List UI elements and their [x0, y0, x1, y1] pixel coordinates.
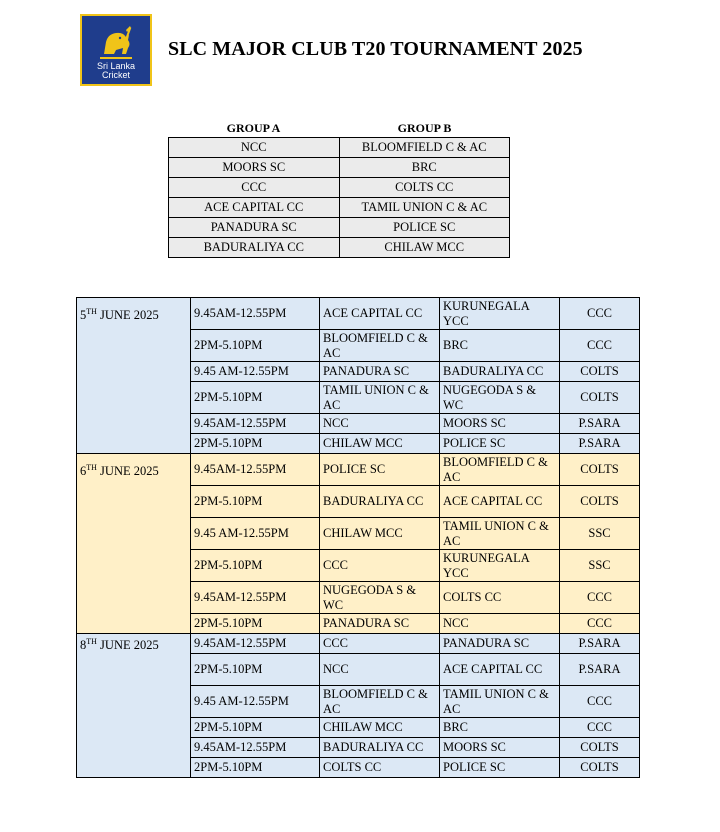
venue: P.SARA: [560, 434, 640, 454]
group-row: [169, 178, 510, 198]
fixture-row: [77, 362, 640, 382]
venue: P.SARA: [560, 654, 640, 686]
fixture-row: [77, 330, 640, 362]
team-two: COLTS CC: [440, 582, 560, 614]
group-b-team: TAMIL UNION C & AC: [339, 198, 510, 218]
fixture-row: [77, 518, 640, 550]
team-one: CHILAW MCC: [320, 518, 440, 550]
match-date: [77, 454, 191, 486]
venue: CCC: [560, 330, 640, 362]
fixture-row: [77, 382, 640, 414]
group-a-team: CCC: [169, 178, 340, 198]
fixture-row: [77, 582, 640, 614]
group-a-header: GROUP A: [226, 121, 281, 135]
group-row: [169, 138, 510, 158]
team-two: ACE CAPITAL CC: [440, 486, 560, 518]
date-day: 8: [80, 638, 87, 653]
fixture-row: [77, 454, 640, 486]
match-time: 9.45AM-12.55PM: [191, 298, 320, 330]
team-one: CCC: [320, 550, 440, 582]
match-time: 2PM-5.10PM: [191, 382, 320, 414]
match-date-empty: [77, 582, 191, 614]
match-time: 9.45 AM-12.55PM: [191, 518, 320, 550]
fixture-row: [77, 718, 640, 738]
team-one: BADURALIYA CC: [320, 486, 440, 518]
team-one: BLOOMFIELD C & AC: [320, 686, 440, 718]
venue: COLTS: [560, 362, 640, 382]
match-date-empty: [77, 414, 191, 434]
match-date-empty: [77, 738, 191, 758]
match-time: 2PM-5.10PM: [191, 614, 320, 634]
team-two: PANADURA SC: [440, 634, 560, 654]
group-row: [169, 238, 510, 258]
team-one: NCC: [320, 654, 440, 686]
team-two: NUGEGODA S & WC: [440, 382, 560, 414]
group-b-team: COLTS CC: [339, 178, 510, 198]
match-date-empty: [77, 758, 191, 778]
team-two: MOORS SC: [440, 738, 560, 758]
date-suffix: TH: [86, 463, 97, 473]
groups-table: [168, 120, 510, 258]
match-date-empty: [77, 486, 191, 518]
fixture-row: [77, 298, 640, 330]
team-one: CCC: [320, 634, 440, 654]
match-date-empty: [77, 718, 191, 738]
venue: CCC: [560, 686, 640, 718]
logo-text-line2: Cricket: [101, 70, 130, 80]
page-title: SLC MAJOR CLUB T20 TOURNAMENT 2025: [168, 38, 583, 60]
team-two: ACE CAPITAL CC: [440, 654, 560, 686]
date-month: JUNE 2025: [96, 308, 159, 323]
match-date: [77, 298, 191, 330]
venue: COLTS: [560, 454, 640, 486]
match-time: 2PM-5.10PM: [191, 330, 320, 362]
match-date-empty: [77, 550, 191, 582]
fixture-row: [77, 634, 640, 654]
fixture-row: [77, 686, 640, 718]
fixture-row: [77, 414, 640, 434]
fixture-row: [77, 758, 640, 778]
team-two: NCC: [440, 614, 560, 634]
match-time: 2PM-5.10PM: [191, 718, 320, 738]
match-time: 2PM-5.10PM: [191, 486, 320, 518]
team-two: TAMIL UNION C & AC: [440, 518, 560, 550]
fixture-row: [77, 434, 640, 454]
date-day: 6: [80, 464, 87, 479]
match-date-empty: [77, 518, 191, 550]
venue: CCC: [560, 718, 640, 738]
fixture-row: [77, 614, 640, 634]
group-b-team: POLICE SC: [339, 218, 510, 238]
team-two: MOORS SC: [440, 414, 560, 434]
venue: CCC: [560, 582, 640, 614]
team-two: BRC: [440, 718, 560, 738]
venue: COLTS: [560, 738, 640, 758]
venue: P.SARA: [560, 634, 640, 654]
sri-lanka-cricket-logo: [80, 14, 152, 86]
group-b-team: CHILAW MCC: [339, 238, 510, 258]
match-time: 2PM-5.10PM: [191, 654, 320, 686]
match-date-empty: [77, 382, 191, 414]
team-one: NCC: [320, 414, 440, 434]
match-time: 2PM-5.10PM: [191, 550, 320, 582]
fixtures-table: [76, 297, 640, 778]
lion-emblem-icon: [96, 24, 136, 62]
team-two: BLOOMFIELD C & AC: [440, 454, 560, 486]
venue: SSC: [560, 518, 640, 550]
match-time: 9.45 AM-12.55PM: [191, 686, 320, 718]
venue: CCC: [560, 298, 640, 330]
group-a-team: MOORS SC: [169, 158, 340, 178]
team-two: POLICE SC: [440, 434, 560, 454]
fixture-row: [77, 738, 640, 758]
match-date-empty: [77, 434, 191, 454]
match-time: 2PM-5.10PM: [191, 758, 320, 778]
group-a-team: NCC: [169, 138, 340, 158]
team-one: ACE CAPITAL CC: [320, 298, 440, 330]
team-one: PANADURA SC: [320, 614, 440, 634]
match-time: 9.45AM-12.55PM: [191, 414, 320, 434]
team-one: POLICE SC: [320, 454, 440, 486]
match-date: [77, 634, 191, 654]
date-suffix: TH: [86, 307, 97, 317]
date-month: JUNE 2025: [96, 464, 159, 479]
groups-header: [168, 120, 510, 137]
groups-grid: [168, 137, 510, 258]
venue: COLTS: [560, 486, 640, 518]
match-date-empty: [77, 362, 191, 382]
group-a-team: ACE CAPITAL CC: [169, 198, 340, 218]
fixture-row: [77, 550, 640, 582]
venue: CCC: [560, 614, 640, 634]
team-one: TAMIL UNION C & AC: [320, 382, 440, 414]
fixture-row: [77, 486, 640, 518]
date-suffix: TH: [86, 637, 97, 647]
group-a-team: BADURALIYA CC: [169, 238, 340, 258]
team-one: CHILAW MCC: [320, 434, 440, 454]
venue: P.SARA: [560, 414, 640, 434]
group-row: [169, 198, 510, 218]
match-time: 9.45AM-12.55PM: [191, 738, 320, 758]
group-b-team: BLOOMFIELD C & AC: [339, 138, 510, 158]
venue: COLTS: [560, 382, 640, 414]
match-date-empty: [77, 654, 191, 686]
match-time: 9.45AM-12.55PM: [191, 634, 320, 654]
group-row: [169, 218, 510, 238]
fixture-row: [77, 654, 640, 686]
team-one: COLTS CC: [320, 758, 440, 778]
group-a-team: PANADURA SC: [169, 218, 340, 238]
team-one: CHILAW MCC: [320, 718, 440, 738]
team-one: PANADURA SC: [320, 362, 440, 382]
group-b-team: BRC: [339, 158, 510, 178]
team-one: NUGEGODA S & WC: [320, 582, 440, 614]
match-date-empty: [77, 686, 191, 718]
group-row: [169, 158, 510, 178]
venue: SSC: [560, 550, 640, 582]
group-b-header: GROUP B: [397, 121, 452, 135]
team-two: BADURALIYA CC: [440, 362, 560, 382]
date-day: 5: [80, 308, 87, 323]
match-date-empty: [77, 614, 191, 634]
date-month: JUNE 2025: [96, 638, 159, 653]
team-one: BLOOMFIELD C & AC: [320, 330, 440, 362]
venue: COLTS: [560, 758, 640, 778]
match-time: 9.45 AM-12.55PM: [191, 362, 320, 382]
team-two: BRC: [440, 330, 560, 362]
match-time: 2PM-5.10PM: [191, 434, 320, 454]
match-time: 9.45AM-12.55PM: [191, 582, 320, 614]
match-time: 9.45AM-12.55PM: [191, 454, 320, 486]
team-two: KURUNEGALA YCC: [440, 298, 560, 330]
logo-text-line1: Sri Lanka: [96, 61, 136, 71]
team-two: TAMIL UNION C & AC: [440, 686, 560, 718]
team-two: POLICE SC: [440, 758, 560, 778]
team-one: BADURALIYA CC: [320, 738, 440, 758]
team-two: KURUNEGALA YCC: [440, 550, 560, 582]
match-date-empty: [77, 330, 191, 362]
